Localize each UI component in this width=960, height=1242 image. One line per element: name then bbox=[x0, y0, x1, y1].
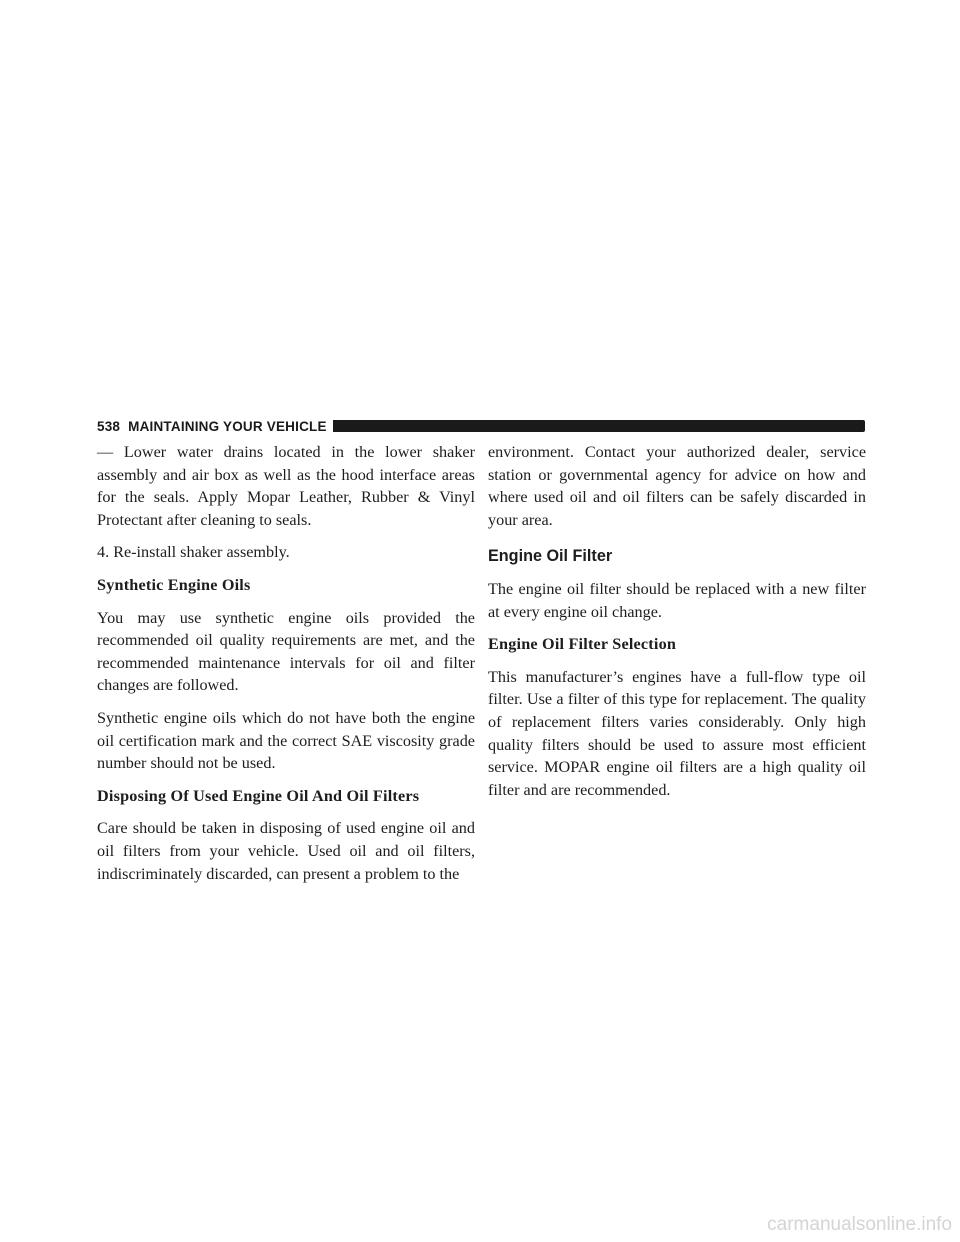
header-rule bbox=[333, 420, 865, 432]
heading-engine-oil-filter: Engine Oil Filter bbox=[488, 547, 613, 566]
watermark: carmanualsonline.info bbox=[767, 1214, 952, 1235]
paragraph-reinstall-step: 4. Re-install shaker assembly. bbox=[97, 543, 290, 562]
right-column bbox=[488, 441, 866, 811]
section-title: MAINTAINING YOUR VEHICLE bbox=[128, 418, 327, 434]
page-number: 538 bbox=[97, 418, 121, 434]
paragraph-synthetic-oils-use: You may use synthetic engine oils provided the recommended oil quality requirements are met, and the recommended maintenance intervals for oil and filter changes are followed. bbox=[97, 608, 475, 695]
page-header bbox=[97, 416, 865, 436]
heading-disposing-used-oil: Disposing Of Used Engine Oil And Oil Filters bbox=[97, 786, 420, 805]
left-column bbox=[97, 441, 475, 895]
paragraph-synthetic-oils-warning: Synthetic engine oils which do not have both the engine oil certification mark and the correct SAE viscosity grade number should not be used. bbox=[97, 708, 475, 773]
paragraph-environment-continued: environment. Contact your authorized dealer, service station or governmental agency for advice on how and where used oil and oil filters can be safely discarded in your area. bbox=[488, 443, 866, 529]
paragraph-disposing-care: Care should be taken in disposing of used engine oil and oil filters from your vehicle. Used oil and oil filters, indiscriminately discarded, can present a problem to the bbox=[97, 819, 475, 883]
paragraph-lower-water-drains: — Lower water drains located in the lower shaker assembly and air box as well as the hood interface areas for the seals. Apply Mopar Leather, Rubber & Vinyl Protectant after cleaning to seals. bbox=[97, 443, 475, 529]
paragraph-oil-filter-replace: The engine oil filter should be replaced with a new filter at every engine oil change. bbox=[488, 579, 866, 621]
heading-oil-filter-selection: Engine Oil Filter Selection bbox=[488, 635, 677, 654]
paragraph-oil-filter-selection: This manufacturer’s engines have a full-flow type oil filter. Use a filter of this type for replacement. The quality of replacement filters varies considerably. Only high quality filters should be used to assure most efficient service. MOPAR engine oil filters are a high quality oil filter and are recommended. bbox=[488, 667, 866, 799]
heading-synthetic-engine-oils: Synthetic Engine Oils bbox=[97, 575, 251, 594]
